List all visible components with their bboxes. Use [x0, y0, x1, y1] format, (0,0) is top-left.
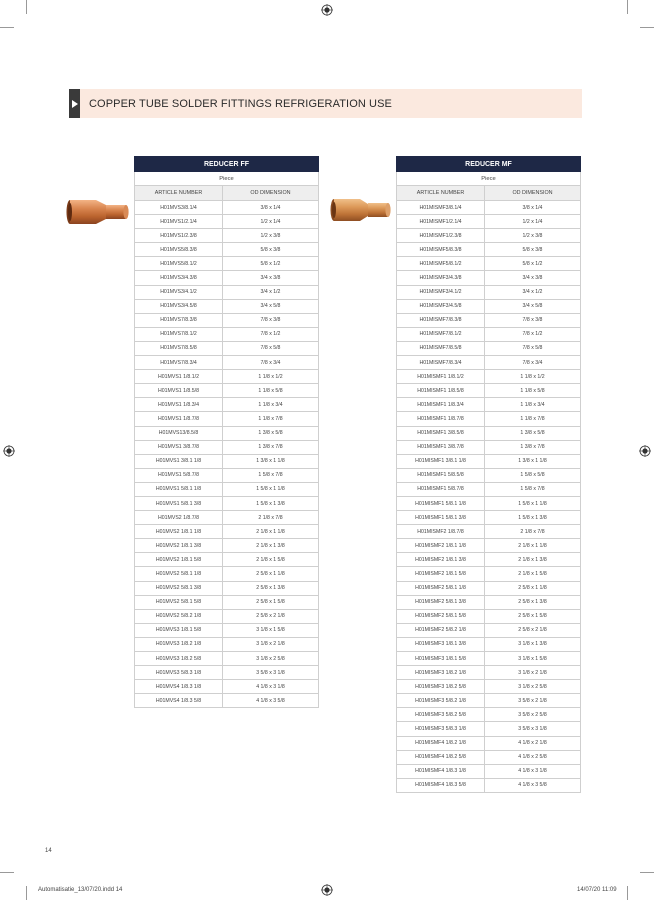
section-marker: [69, 89, 80, 118]
article-number-cell: H01MISMF1 5/8.1 1/8: [397, 496, 485, 510]
article-number-cell: H01MISMF3 5/8.3 1/8: [397, 722, 485, 736]
article-number-cell: H01MISMF5/8.1/2: [397, 257, 485, 271]
page-number: 14: [45, 848, 52, 854]
table-row: [397, 299, 581, 313]
table-title: REDUCER FF: [135, 157, 319, 172]
column-header-od-dimension: OD DIMENSION: [485, 186, 581, 201]
table-row: [135, 623, 319, 637]
table-row: [397, 285, 581, 299]
article-number-cell: H01MVS1 1/8.5/8: [135, 384, 223, 398]
article-number-cell: H01MISMF5/8.3/8: [397, 243, 485, 257]
article-number-cell: H01MISMF3 1/8.2 5/8: [397, 680, 485, 694]
od-dimension-cell: 3 5/8 x 3 1/8: [485, 722, 581, 736]
od-dimension-cell: 1 5/8 x 7/8: [223, 468, 319, 482]
article-number-cell: H01MVS2 1/8.1 1/8: [135, 525, 223, 539]
table-body: [135, 201, 319, 708]
table-row: [135, 313, 319, 327]
crop-mark: [0, 872, 14, 873]
table-row: [397, 666, 581, 680]
table-row: [397, 623, 581, 637]
od-dimension-cell: 2 5/8 x 1 3/8: [485, 595, 581, 609]
footer-date-time: 14/07/20 11:09: [577, 887, 617, 893]
od-dimension-cell: 1 5/8 x 1 3/8: [485, 511, 581, 525]
table-row: [135, 525, 319, 539]
od-dimension-cell: 7/8 x 1/2: [223, 327, 319, 341]
table-row: [135, 652, 319, 666]
table-row: [397, 496, 581, 510]
od-dimension-cell: 2 5/8 x 1 5/8: [223, 595, 319, 609]
reducer-mf-image: [330, 194, 392, 226]
article-number-cell: H01MVS5/8.1/2: [135, 257, 223, 271]
article-number-cell: H01MISMF3/4.3/8: [397, 271, 485, 285]
article-number-cell: H01MISMF1 3/8.7/8: [397, 440, 485, 454]
od-dimension-cell: 1 5/8 x 1 1/8: [223, 482, 319, 496]
table-row: [135, 341, 319, 355]
article-number-cell: H01MISMF1 1/8.1/2: [397, 370, 485, 384]
article-number-cell: H01MVS3 1/8.2 1/8: [135, 637, 223, 651]
article-number-cell: H01MISMF7/8.1/2: [397, 327, 485, 341]
od-dimension-cell: 1 3/8 x 7/8: [223, 440, 319, 454]
table-row: [397, 468, 581, 482]
od-dimension-cell: 1 1/8 x 7/8: [223, 412, 319, 426]
article-number-cell: H01MVS1 1/8.3/4: [135, 398, 223, 412]
od-dimension-cell: 3/4 x 5/8: [223, 299, 319, 313]
table-row: [397, 567, 581, 581]
section-title: COPPER TUBE SOLDER FITTINGS REFRIGERATION USE: [89, 97, 392, 110]
article-number-cell: H01MISMF1 3/8.5/8: [397, 426, 485, 440]
table-row: [397, 370, 581, 384]
footer-file-info: Automatisatie_13/07/20.indd 14: [38, 887, 123, 893]
od-dimension-cell: 1 3/8 x 5/8: [485, 426, 581, 440]
article-number-cell: H01MVS2 5/8.2 1/8: [135, 609, 223, 623]
od-dimension-cell: 5/8 x 3/8: [485, 243, 581, 257]
table-row: [135, 201, 319, 215]
article-number-cell: H01MISMF3/8.1/4: [397, 201, 485, 215]
article-number-cell: H01MVS3/4.5/8: [135, 299, 223, 313]
article-number-cell: H01MVS2 5/8.1 1/8: [135, 567, 223, 581]
od-dimension-cell: 4 1/8 x 2 5/8: [485, 750, 581, 764]
table-row: [135, 694, 319, 708]
article-number-cell: H01MISMF2 1/8.1 1/8: [397, 539, 485, 553]
od-dimension-cell: 3 1/8 x 1 5/8: [485, 652, 581, 666]
article-number-cell: H01MVS1 1/8.1/2: [135, 370, 223, 384]
article-number-cell: H01MVS1 5/8.1 1/8: [135, 482, 223, 496]
article-number-cell: H01MVS1 5/8.7/8: [135, 468, 223, 482]
table-row: [135, 229, 319, 243]
article-number-cell: H01MVS13/8.5/8: [135, 426, 223, 440]
crop-mark: [26, 886, 27, 900]
od-dimension-cell: 3/8 x 1/4: [223, 201, 319, 215]
table-row: [397, 764, 581, 778]
article-number-cell: H01MVS1 5/8.1 3/8: [135, 496, 223, 510]
od-dimension-cell: 1 1/8 x 3/4: [223, 398, 319, 412]
od-dimension-cell: 2 5/8 x 1 5/8: [485, 609, 581, 623]
table-row: [397, 539, 581, 553]
table-row: [135, 215, 319, 229]
od-dimension-cell: 2 1/8 x 1 3/8: [223, 539, 319, 553]
table-row: [135, 454, 319, 468]
od-dimension-cell: 3 1/8 x 1 3/8: [485, 637, 581, 651]
od-dimension-cell: 2 5/8 x 1 1/8: [485, 581, 581, 595]
od-dimension-cell: 1/2 x 1/4: [485, 215, 581, 229]
article-number-cell: H01MVS7/8.3/8: [135, 313, 223, 327]
article-number-cell: H01MVS2 5/8.1 5/8: [135, 595, 223, 609]
article-number-cell: H01MISMF2 5/8.1 5/8: [397, 609, 485, 623]
table-row: [397, 708, 581, 722]
table-row: [135, 426, 319, 440]
table-row: [397, 511, 581, 525]
article-number-cell: H01MVS7/8.1/2: [135, 327, 223, 341]
table-row: [397, 482, 581, 496]
article-number-cell: H01MVS1 3/8.1 1/8: [135, 454, 223, 468]
crop-mark: [640, 27, 654, 28]
od-dimension-cell: 4 1/8 x 3 1/8: [485, 764, 581, 778]
article-number-cell: H01MISMF3/4.5/8: [397, 299, 485, 313]
table-row: [135, 680, 319, 694]
od-dimension-cell: 1 1/8 x 3/4: [485, 398, 581, 412]
od-dimension-cell: 3 5/8 x 3 1/8: [223, 666, 319, 680]
table-row: [135, 243, 319, 257]
article-number-cell: H01MISMF3 5/8.2 5/8: [397, 708, 485, 722]
table-row: [135, 285, 319, 299]
article-number-cell: H01MISMF3 1/8.1 5/8: [397, 652, 485, 666]
article-number-cell: H01MVS2 1/8.1 3/8: [135, 539, 223, 553]
od-dimension-cell: 3 1/8 x 2 5/8: [223, 652, 319, 666]
table-row: [397, 609, 581, 623]
table-row: [397, 356, 581, 370]
table-row: [135, 257, 319, 271]
reducer-ff-image: [66, 196, 130, 228]
registration-mark-icon: [321, 4, 333, 16]
article-number-cell: H01MISMF2 1/8.7/8: [397, 525, 485, 539]
article-number-cell: H01MVS7/8.5/8: [135, 341, 223, 355]
column-header-article-number: ARTICLE NUMBER: [397, 186, 485, 201]
table-row: [135, 553, 319, 567]
registration-mark-icon: [3, 445, 15, 457]
od-dimension-cell: 1 1/8 x 1/2: [223, 370, 319, 384]
crop-mark: [627, 0, 628, 14]
article-number-cell: H01MISMF1 1/8.3/4: [397, 398, 485, 412]
od-dimension-cell: 3/4 x 1/2: [223, 285, 319, 299]
table-row: [135, 637, 319, 651]
od-dimension-cell: 7/8 x 3/8: [223, 313, 319, 327]
table-unit: Piece: [397, 172, 581, 186]
table-row: [135, 666, 319, 680]
table-row: [397, 750, 581, 764]
table-row: [135, 299, 319, 313]
crop-mark: [0, 27, 14, 28]
article-number-cell: H01MISMF7/8.3/4: [397, 356, 485, 370]
article-number-cell: H01MISMF1/2.3/8: [397, 229, 485, 243]
od-dimension-cell: 3 1/8 x 2 1/8: [485, 666, 581, 680]
od-dimension-cell: 2 1/8 x 1 3/8: [485, 553, 581, 567]
od-dimension-cell: 3 1/8 x 2 5/8: [485, 680, 581, 694]
table-row: [135, 327, 319, 341]
column-header-od-dimension: OD DIMENSION: [223, 186, 319, 201]
table-row: [135, 595, 319, 609]
od-dimension-cell: 3/4 x 3/8: [485, 271, 581, 285]
article-number-cell: H01MVS4 1/8.3 1/8: [135, 680, 223, 694]
article-number-cell: H01MISMF2 5/8.1 3/8: [397, 595, 485, 609]
od-dimension-cell: 5/8 x 3/8: [223, 243, 319, 257]
od-dimension-cell: 2 1/8 x 1 1/8: [223, 525, 319, 539]
article-number-cell: H01MISMF2 5/8.2 1/8: [397, 623, 485, 637]
table-row: [397, 426, 581, 440]
od-dimension-cell: 1 5/8 x 5/8: [485, 468, 581, 482]
table-row: [135, 496, 319, 510]
table-row: [135, 370, 319, 384]
od-dimension-cell: 7/8 x 5/8: [485, 341, 581, 355]
article-number-cell: H01MISMF7/8.3/8: [397, 313, 485, 327]
article-number-cell: H01MISMF1 1/8.7/8: [397, 412, 485, 426]
article-number-cell: H01MISMF2 1/8.1 5/8: [397, 567, 485, 581]
article-number-cell: H01MISMF1 5/8.1 3/8: [397, 511, 485, 525]
od-dimension-cell: 4 1/8 x 3 1/8: [223, 680, 319, 694]
table-row: [397, 243, 581, 257]
article-number-cell: H01MISMF2 5/8.1 1/8: [397, 581, 485, 595]
registration-mark-icon: [321, 884, 333, 896]
article-number-cell: H01MISMF4 1/8.3 1/8: [397, 764, 485, 778]
table-row: [135, 271, 319, 285]
article-number-cell: H01MVS1/2.3/8: [135, 229, 223, 243]
od-dimension-cell: 1 1/8 x 7/8: [485, 412, 581, 426]
od-dimension-cell: 2 1/8 x 7/8: [223, 511, 319, 525]
od-dimension-cell: 3/4 x 1/2: [485, 285, 581, 299]
table-row: [397, 637, 581, 651]
od-dimension-cell: 1 1/8 x 1/2: [485, 370, 581, 384]
article-number-cell: H01MISMF3 1/8.2 1/8: [397, 666, 485, 680]
od-dimension-cell: 2 1/8 x 1 5/8: [485, 567, 581, 581]
od-dimension-cell: 1 1/8 x 5/8: [485, 384, 581, 398]
od-dimension-cell: 7/8 x 3/8: [485, 313, 581, 327]
crop-mark: [627, 886, 628, 900]
od-dimension-cell: 1/2 x 3/8: [223, 229, 319, 243]
table-title: REDUCER MF: [397, 157, 581, 172]
table-row: [135, 440, 319, 454]
article-number-cell: H01MVS3/4.3/8: [135, 271, 223, 285]
od-dimension-cell: 1/2 x 3/8: [485, 229, 581, 243]
table-row: [135, 539, 319, 553]
article-number-cell: H01MISMF1 5/8.7/8: [397, 482, 485, 496]
od-dimension-cell: 1 5/8 x 1 1/8: [485, 496, 581, 510]
column-header-article-number: ARTICLE NUMBER: [135, 186, 223, 201]
article-number-cell: H01MISMF1 5/8.5/8: [397, 468, 485, 482]
section-header: [69, 89, 582, 118]
reducer-mf-table: [396, 156, 581, 793]
table-row: [397, 553, 581, 567]
od-dimension-cell: 2 5/8 x 2 1/8: [223, 609, 319, 623]
od-dimension-cell: 7/8 x 3/4: [485, 356, 581, 370]
article-number-cell: H01MVS3/8.1/4: [135, 201, 223, 215]
table-body: [397, 201, 581, 793]
article-number-cell: H01MVS3 5/8.3 1/8: [135, 666, 223, 680]
reducer-ff-table: [134, 156, 319, 708]
od-dimension-cell: 5/8 x 1/2: [223, 257, 319, 271]
article-number-cell: H01MVS2 1/8.1 5/8: [135, 553, 223, 567]
article-number-cell: H01MISMF2 1/8.1 3/8: [397, 553, 485, 567]
od-dimension-cell: 1 3/8 x 5/8: [223, 426, 319, 440]
crop-mark: [26, 0, 27, 14]
article-number-cell: H01MVS5/8.3/8: [135, 243, 223, 257]
table-row: [397, 257, 581, 271]
article-number-cell: H01MVS3 1/8.2 5/8: [135, 652, 223, 666]
table-row: [135, 384, 319, 398]
od-dimension-cell: 4 1/8 x 2 1/8: [485, 736, 581, 750]
article-number-cell: H01MISMF4 1/8.2 5/8: [397, 750, 485, 764]
article-number-cell: H01MVS2 1/8.7/8: [135, 511, 223, 525]
article-number-cell: H01MVS1/2.1/4: [135, 215, 223, 229]
table-row: [397, 398, 581, 412]
table-row: [397, 201, 581, 215]
article-number-cell: H01MISMF1/2.1/4: [397, 215, 485, 229]
table-row: [397, 440, 581, 454]
table-row: [397, 229, 581, 243]
table-row: [397, 341, 581, 355]
od-dimension-cell: 4 1/8 x 3 5/8: [223, 694, 319, 708]
od-dimension-cell: 1 5/8 x 7/8: [485, 482, 581, 496]
article-number-cell: H01MISMF3/4.1/2: [397, 285, 485, 299]
registration-mark-icon: [639, 445, 651, 457]
od-dimension-cell: 2 1/8 x 1 1/8: [485, 539, 581, 553]
crop-mark: [640, 872, 654, 873]
table-row: [397, 722, 581, 736]
table-unit: Piece: [135, 172, 319, 186]
table-row: [397, 778, 581, 792]
od-dimension-cell: 1 3/8 x 1 1/8: [485, 454, 581, 468]
od-dimension-cell: 2 1/8 x 1 5/8: [223, 553, 319, 567]
article-number-cell: H01MISMF1 3/8.1 1/8: [397, 454, 485, 468]
table-row: [135, 609, 319, 623]
od-dimension-cell: 3 5/8 x 2 5/8: [485, 708, 581, 722]
article-number-cell: H01MISMF3 5/8.2 1/8: [397, 694, 485, 708]
table-row: [397, 454, 581, 468]
od-dimension-cell: 2 5/8 x 2 1/8: [485, 623, 581, 637]
article-number-cell: H01MISMF4 1/8.2 1/8: [397, 736, 485, 750]
table-row: [135, 356, 319, 370]
od-dimension-cell: 3/4 x 3/8: [223, 271, 319, 285]
od-dimension-cell: 1/2 x 1/4: [223, 215, 319, 229]
od-dimension-cell: 3/4 x 5/8: [485, 299, 581, 313]
od-dimension-cell: 4 1/8 x 3 5/8: [485, 778, 581, 792]
od-dimension-cell: 3 1/8 x 1 5/8: [223, 623, 319, 637]
table-row: [397, 271, 581, 285]
article-number-cell: H01MVS4 1/8.3 5/8: [135, 694, 223, 708]
od-dimension-cell: 3/8 x 1/4: [485, 201, 581, 215]
od-dimension-cell: 7/8 x 5/8: [223, 341, 319, 355]
table-row: [397, 384, 581, 398]
table-row: [397, 215, 581, 229]
article-number-cell: H01MISMF7/8.5/8: [397, 341, 485, 355]
table-row: [397, 581, 581, 595]
table-row: [397, 680, 581, 694]
od-dimension-cell: 2 5/8 x 1 3/8: [223, 581, 319, 595]
table-row: [135, 511, 319, 525]
table-row: [397, 313, 581, 327]
od-dimension-cell: 3 5/8 x 2 1/8: [485, 694, 581, 708]
od-dimension-cell: 7/8 x 3/4: [223, 356, 319, 370]
od-dimension-cell: 1 1/8 x 5/8: [223, 384, 319, 398]
od-dimension-cell: 1 5/8 x 1 3/8: [223, 496, 319, 510]
table-row: [397, 412, 581, 426]
od-dimension-cell: 3 1/8 x 2 1/8: [223, 637, 319, 651]
table-row: [135, 567, 319, 581]
article-number-cell: H01MVS1 3/8.7/8: [135, 440, 223, 454]
article-number-cell: H01MVS1 1/8.7/8: [135, 412, 223, 426]
od-dimension-cell: 5/8 x 1/2: [485, 257, 581, 271]
table-row: [135, 412, 319, 426]
article-number-cell: H01MISMF1 1/8.5/8: [397, 384, 485, 398]
article-number-cell: H01MVS3 1/8.1 5/8: [135, 623, 223, 637]
od-dimension-cell: 1 3/8 x 7/8: [485, 440, 581, 454]
table-row: [397, 694, 581, 708]
article-number-cell: H01MVS2 5/8.1 3/8: [135, 581, 223, 595]
table-row: [135, 581, 319, 595]
od-dimension-cell: 2 5/8 x 1 1/8: [223, 567, 319, 581]
od-dimension-cell: 1 3/8 x 1 1/8: [223, 454, 319, 468]
article-number-cell: H01MVS7/8.3/4: [135, 356, 223, 370]
table-row: [397, 595, 581, 609]
article-number-cell: H01MVS3/4.1/2: [135, 285, 223, 299]
article-number-cell: H01MISMF4 1/8.3 5/8: [397, 778, 485, 792]
table-row: [397, 525, 581, 539]
od-dimension-cell: 2 1/8 x 7/8: [485, 525, 581, 539]
table-row: [397, 327, 581, 341]
table-row: [397, 652, 581, 666]
od-dimension-cell: 7/8 x 1/2: [485, 327, 581, 341]
table-row: [135, 468, 319, 482]
table-row: [397, 736, 581, 750]
table-row: [135, 398, 319, 412]
article-number-cell: H01MISMF3 1/8.1 3/8: [397, 637, 485, 651]
table-row: [135, 482, 319, 496]
triangle-right-icon: [72, 100, 78, 108]
